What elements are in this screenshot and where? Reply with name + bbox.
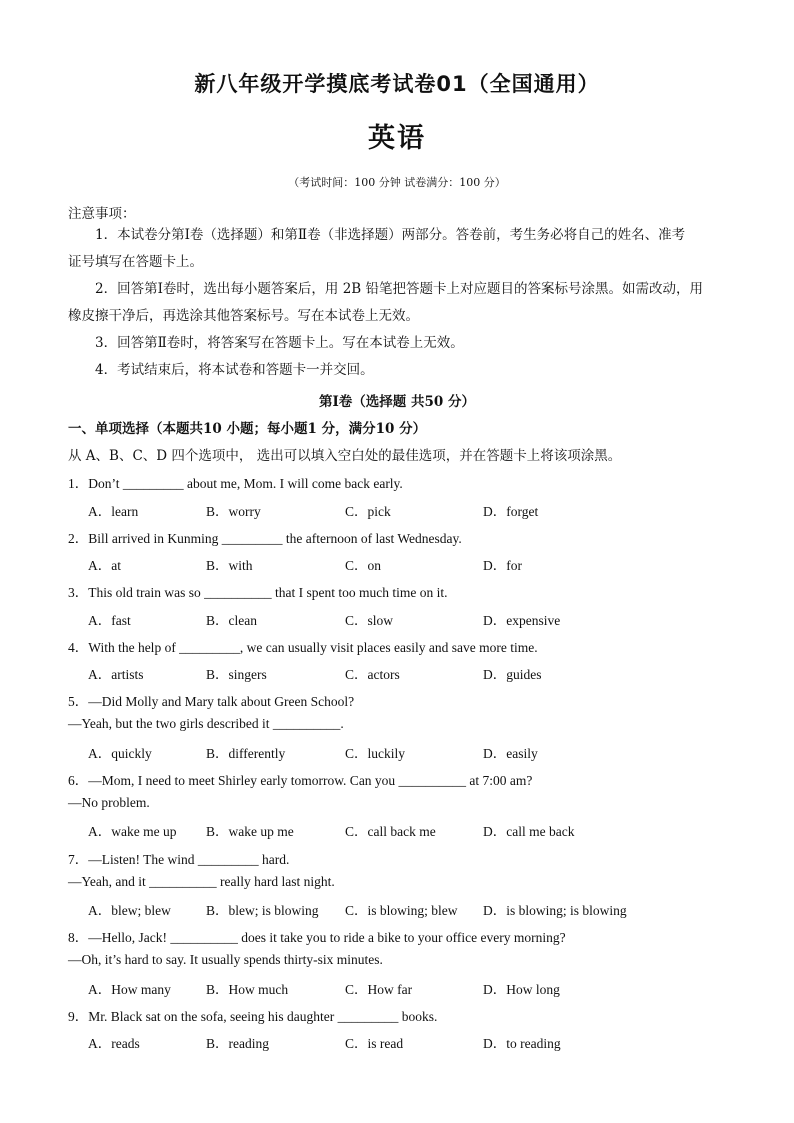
question-5-stem: 5．—Did Molly and Mary talk about Green School? — [68, 694, 355, 709]
notice-item-4 — [68, 357, 730, 384]
part-heading: 一、单项选择（本题共10 小题；每小题1 分，满分10 分） — [68, 421, 427, 437]
notice-line: 3．回答第Ⅱ卷时，将答案写在答题卡上。写在本试卷上无效。 — [95, 335, 464, 351]
option-c: C．luckily — [345, 746, 405, 761]
option-c: C．actors — [345, 667, 400, 682]
option-a: A．quickly — [88, 746, 152, 761]
option-a: A．artists — [88, 667, 144, 682]
option-c: C．on — [345, 558, 382, 573]
subject-heading: 英语 — [368, 123, 426, 154]
option-b: B．blew; is blowing — [206, 903, 319, 918]
option-c: C．pick — [345, 504, 391, 519]
notice-item-2 — [68, 276, 730, 330]
question-8-reply: —Oh, it’s hard to say. It usually spends thirty-six minutes. — [68, 952, 383, 967]
option-c: C．call back me — [345, 824, 436, 839]
question-9-stem: 9．Mr. Black sat on the sofa, seeing his daughter _________ books. — [68, 1009, 438, 1024]
question-7-stem: 7．—Listen! The wind _________ hard. — [68, 852, 290, 867]
option-b: B．clean — [206, 613, 257, 628]
notice-item-1 — [68, 222, 730, 276]
option-d: D．for — [483, 558, 522, 573]
option-a: A．at — [88, 558, 121, 573]
option-c: C．is read — [345, 1036, 404, 1051]
notice-heading: 注意事项： — [68, 206, 136, 222]
option-a: A．reads — [88, 1036, 140, 1051]
question-6-stem: 6．—Mom, I need to meet Shirley early tomorrow. Can you __________ at 7:00 am? — [68, 773, 533, 788]
question-8-stem: 8．—Hello, Jack! __________ does it take you to ride a bike to your office every morning? — [68, 930, 566, 945]
notice-item-3 — [68, 330, 730, 357]
option-b: B．wake up me — [206, 824, 294, 839]
option-d: D．forget — [483, 504, 539, 519]
option-d: D．guides — [483, 667, 542, 682]
question-2-stem: 2．Bill arrived in Kunming _________ the afternoon of last Wednesday. — [68, 531, 462, 546]
question-4-stem: 4．With the help of _________, we can usually visit places easily and save more time. — [68, 640, 538, 655]
exam-title: 新八年级开学摸底考试卷01（全国通用） — [194, 72, 600, 96]
option-a: A．How many — [88, 982, 171, 997]
question-1-stem: 1．Don’t _________ about me, Mom. I will come back early. — [68, 476, 403, 491]
option-c: C．is blowing; blew — [345, 903, 458, 918]
section-heading: 第Ⅰ卷（选择题 共50 分） — [318, 394, 475, 410]
notice-line: 证号填写在答题卡上。 — [68, 254, 203, 270]
question-6-reply: —No problem. — [68, 795, 150, 810]
option-a: A．blew; blew — [88, 903, 171, 918]
option-c: C．How far — [345, 982, 413, 997]
exam-meta: （考试时间：100 分钟 试卷满分：100 分） — [288, 176, 506, 189]
notice-line: 橡皮擦干净后，再选涂其他答案标号。写在本试卷上无效。 — [68, 308, 419, 324]
option-b: B．with — [206, 558, 253, 573]
option-d: D．to reading — [483, 1036, 561, 1051]
option-b: B．differently — [206, 746, 286, 761]
option-d: D．expensive — [483, 613, 561, 628]
part-instruction: 从 A、B、C、D 四个选项中， 选出可以填入空白处的最佳选项，并在答题卡上将该项涂黑。 — [68, 448, 622, 464]
option-b: B．singers — [206, 667, 267, 682]
option-a: A．wake me up — [88, 824, 177, 839]
question-7-reply: —Yeah, and it __________ really hard last night. — [68, 874, 335, 889]
option-d: D．How long — [483, 982, 560, 997]
option-b: B．reading — [206, 1036, 269, 1051]
question-3-stem: 3．This old train was so __________ that I spent too much time on it. — [68, 585, 448, 600]
notice-line: 2．回答第Ⅰ卷时，选出每小题答案后，用 2B 铅笔把答题卡上对应题目的答案标号涂黑。如需改动，用 — [95, 281, 704, 297]
option-a: A．learn — [88, 504, 139, 519]
option-b: B．worry — [206, 504, 261, 519]
option-d: D．is blowing; is blowing — [483, 903, 627, 918]
option-d: D．easily — [483, 746, 538, 761]
option-a: A．fast — [88, 613, 131, 628]
option-d: D．call me back — [483, 824, 575, 839]
option-b: B．How much — [206, 982, 289, 997]
question-5-reply: —Yeah, but the two girls described it __________. — [68, 716, 344, 731]
notice-line: 1．本试卷分第Ⅰ卷（选择题）和第Ⅱ卷（非选择题）两部分。答卷前，考生务必将自己的姓名、准考 — [95, 227, 686, 243]
option-c: C．slow — [345, 613, 394, 628]
notice-line: 4．考试结束后，将本试卷和答题卡一并交回。 — [95, 362, 374, 378]
